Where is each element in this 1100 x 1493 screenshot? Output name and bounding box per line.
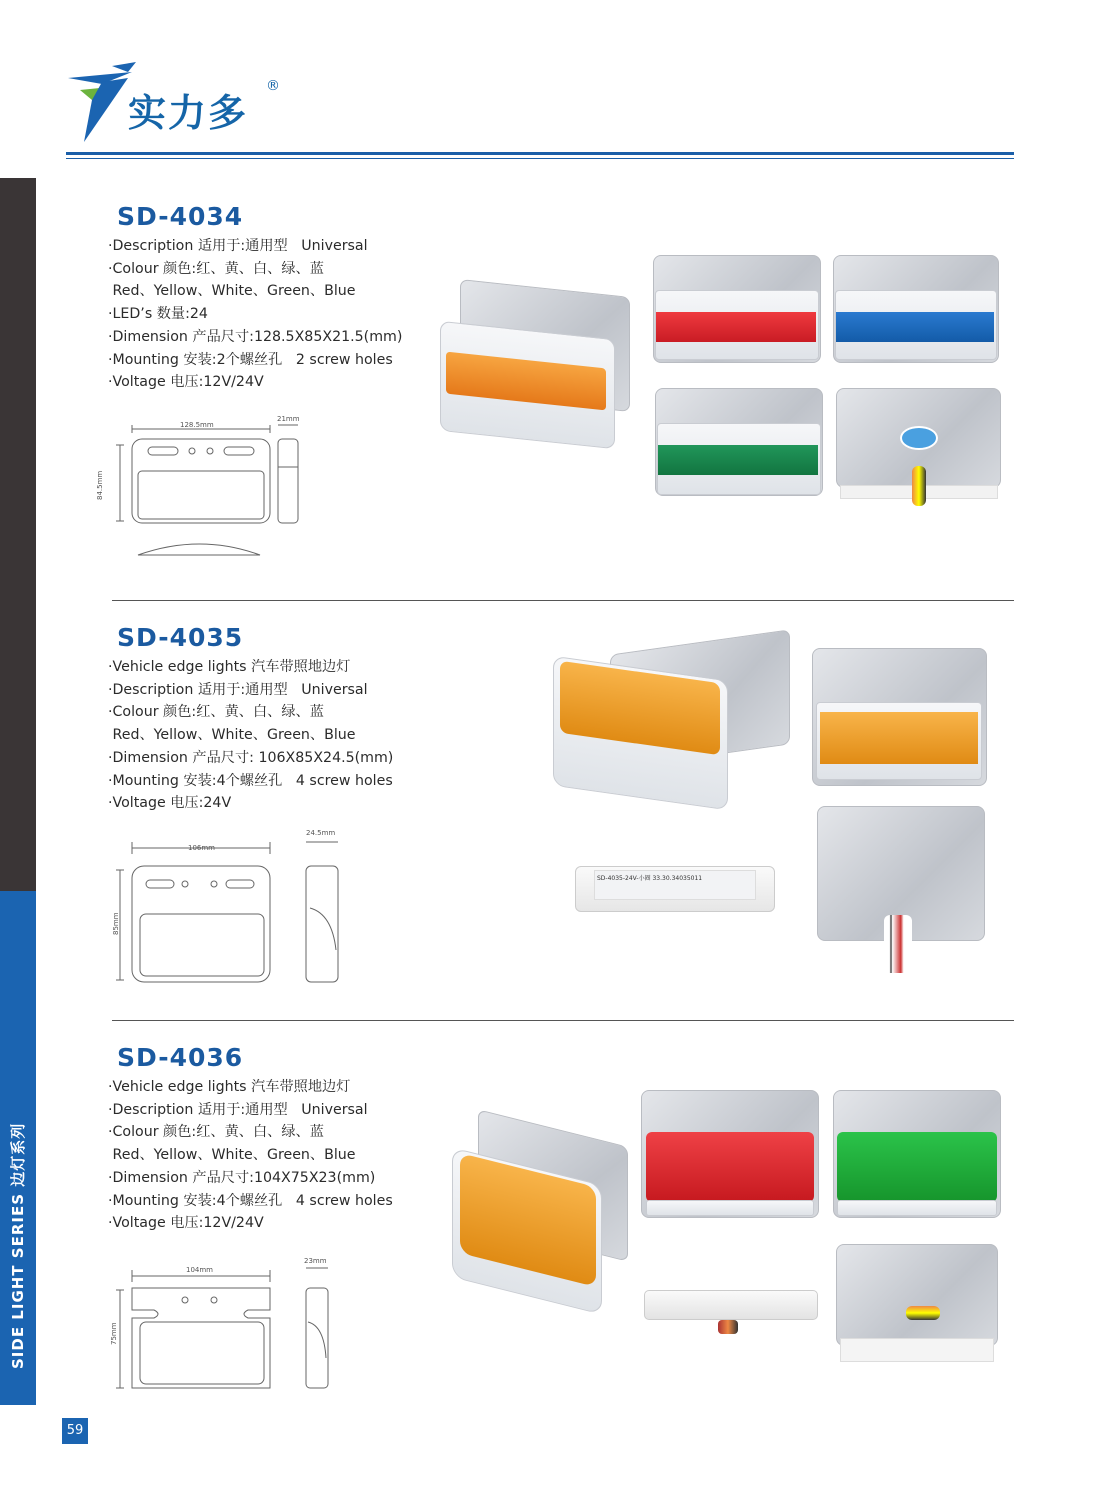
spec-line: ·Vehicle edge lights 汽车带照地边灯 xyxy=(108,659,351,675)
spec-line: ·Colour 颜色:红、黄、白、绿、蓝 xyxy=(108,704,324,721)
spec-line: ·Mounting 安装:4个螺丝孔 4 screw holes xyxy=(108,1192,393,1209)
sidebar-dark-band xyxy=(0,178,36,891)
spec-line: ·Description 适用于:通用型 Universal xyxy=(108,238,368,254)
dim-height-sd-4035: 85mm xyxy=(112,912,120,935)
spec-line: ·Dimension 产品尺寸: 106X85X24.5(mm) xyxy=(108,749,394,766)
spec-line: ·Voltage 电压:12V/24V xyxy=(108,374,264,391)
spec-line: Red、Yellow、White、Green、Blue xyxy=(108,727,356,744)
spec-line: ·Vehicle edge lights 汽车带照地边灯 xyxy=(108,1079,351,1095)
header-rule xyxy=(66,152,1014,155)
product-title-sd-4036: SD-4036 xyxy=(117,1043,244,1072)
spec-line: ·Voltage 电压:12V/24V xyxy=(108,1215,264,1232)
spec-line: ·LED’s 数量:24 xyxy=(108,306,208,323)
page-number: 59 xyxy=(62,1418,88,1444)
technical-drawing-sd-4035 xyxy=(110,830,350,990)
spec-line: ·Dimension 产品尺寸:128.5X85X21.5(mm) xyxy=(108,328,403,345)
registered-mark: ® xyxy=(266,78,280,94)
dim-depth-sd-4036: 23mm xyxy=(304,1257,327,1265)
header-rule-thin xyxy=(66,158,1014,159)
section-divider xyxy=(112,600,1014,601)
brand-name: 实力多 xyxy=(128,91,249,135)
spec-line: ·Description 适用于:通用型 Universal xyxy=(108,1101,368,1118)
product-title-sd-4034: SD-4034 xyxy=(117,202,244,231)
spec-line: Red、Yellow、White、Green、Blue xyxy=(108,1147,356,1164)
spec-line: ·Description 适用于:通用型 Universal xyxy=(108,681,368,698)
spec-line: ·Mounting 安装:2个螺丝孔 2 screw holes xyxy=(108,351,393,368)
spec-line: ·Voltage 电压:24V xyxy=(108,795,232,812)
spec-line: ·Colour 颜色:红、黄、白、绿、蓝 xyxy=(108,1124,324,1141)
dim-width-sd-4034: 128.5mm xyxy=(180,421,214,429)
spec-list-sd-4035 xyxy=(108,656,393,815)
sidebar-series-label: SIDE LIGHT SERIES 边灯系列 xyxy=(9,1122,27,1369)
dim-width-sd-4035: 106mm xyxy=(188,844,215,852)
section-divider xyxy=(112,1020,1014,1021)
spec-line: ·Dimension 产品尺寸:104X75X23(mm) xyxy=(108,1169,376,1186)
product-title-sd-4035: SD-4035 xyxy=(117,623,244,652)
dim-height-sd-4034: 84.5mm xyxy=(96,470,104,500)
technical-drawing-sd-4034 xyxy=(110,415,310,565)
dim-depth-sd-4035: 24.5mm xyxy=(306,829,336,837)
spec-list-sd-4034 xyxy=(108,235,402,394)
pcb-label: SD-4035-24V-小圈 33.30.34035011 xyxy=(594,870,756,900)
spec-line: ·Colour 颜色:红、黄、白、绿、蓝 xyxy=(108,260,324,277)
dim-height-sd-4036: 75mm xyxy=(110,1322,118,1345)
spec-line: ·Mounting 安装:4个螺丝孔 4 screw holes xyxy=(108,772,393,789)
spec-line: Red、Yellow、White、Green、Blue xyxy=(108,283,356,300)
spec-list-sd-4036 xyxy=(108,1076,393,1235)
technical-drawing-sd-4036 xyxy=(110,1258,350,1398)
dim-width-sd-4036: 104mm xyxy=(186,1266,213,1274)
dim-depth-sd-4034: 21mm xyxy=(277,415,300,423)
